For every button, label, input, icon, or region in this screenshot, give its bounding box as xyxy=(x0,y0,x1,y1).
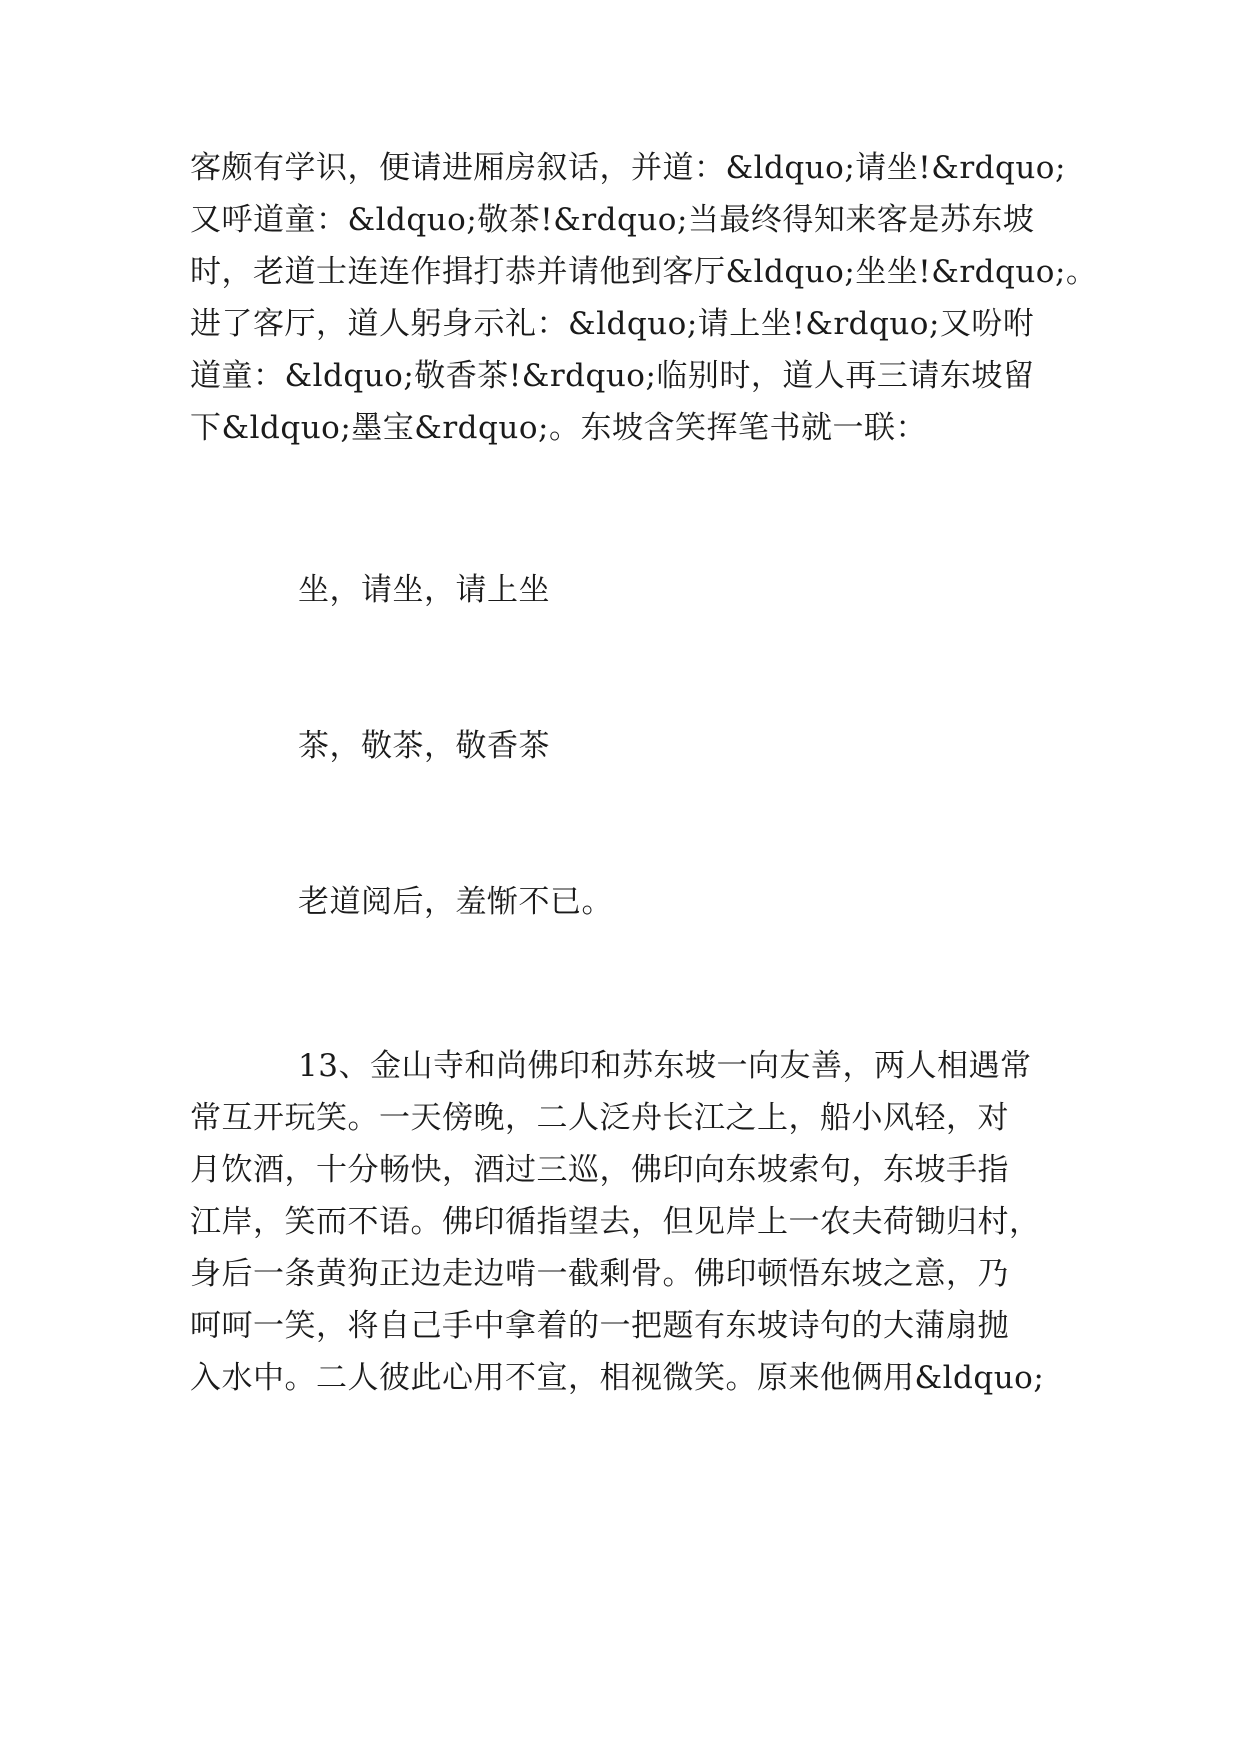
paragraph-2-line-5: 身后一条黄狗正边走边啃一截剩骨。佛印顿悟东坡之意，乃 xyxy=(190,1256,1009,1292)
paragraph-1-line-6: 下&ldquo;墨宝&rdquo;。东坡含笑挥笔书就一联： xyxy=(190,410,927,446)
closing-line: 老道阅后，羞惭不已。 xyxy=(298,884,613,920)
paragraph-2-line-7: 入水中。二人彼此心用不宣，相视微笑。原来他俩用&ldquo; xyxy=(190,1360,1045,1396)
paragraph-2-line-4: 江岸，笑而不语。佛印循指望去，但见岸上一农夫荷锄归村， xyxy=(190,1204,1041,1240)
paragraph-2-line-3: 月饮酒，十分畅快，酒过三巡，佛印向东坡索句，东坡手指 xyxy=(190,1152,1009,1188)
paragraph-1-line-3: 时，老道士连连作揖打恭并请他到客厅&ldquo;坐坐!&rdquo;。 xyxy=(190,254,1098,290)
couplet-line-1: 坐，请坐，请上坐 xyxy=(298,572,550,608)
couplet-line-2: 茶，敬茶，敬香茶 xyxy=(298,728,550,764)
paragraph-2-line-1: 13、金山寺和尚佛印和苏东坡一向友善，两人相遇常 xyxy=(298,1048,1032,1084)
paragraph-1-line-2: 又呼道童：&ldquo;敬茶!&rdquo;当最终得知来客是苏东坡 xyxy=(190,202,1035,238)
paragraph-2-line-6: 呵呵一笑，将自己手中拿着的一把题有东坡诗句的大蒲扇抛 xyxy=(190,1308,1009,1344)
paragraph-1-line-5: 道童：&ldquo;敬香茶!&rdquo;临别时，道人再三请东坡留 xyxy=(190,358,1035,394)
paragraph-2-line-2: 常互开玩笑。一天傍晚，二人泛舟长江之上，船小风轻，对 xyxy=(190,1100,1009,1136)
paragraph-1-line-4: 进了客厅，道人躬身示礼：&ldquo;请上坐!&rdquo;又吩咐 xyxy=(190,306,1035,342)
paragraph-1-line-1: 客颇有学识，便请进厢房叙话，并道：&ldquo;请坐!&rdquo; xyxy=(190,150,1066,186)
